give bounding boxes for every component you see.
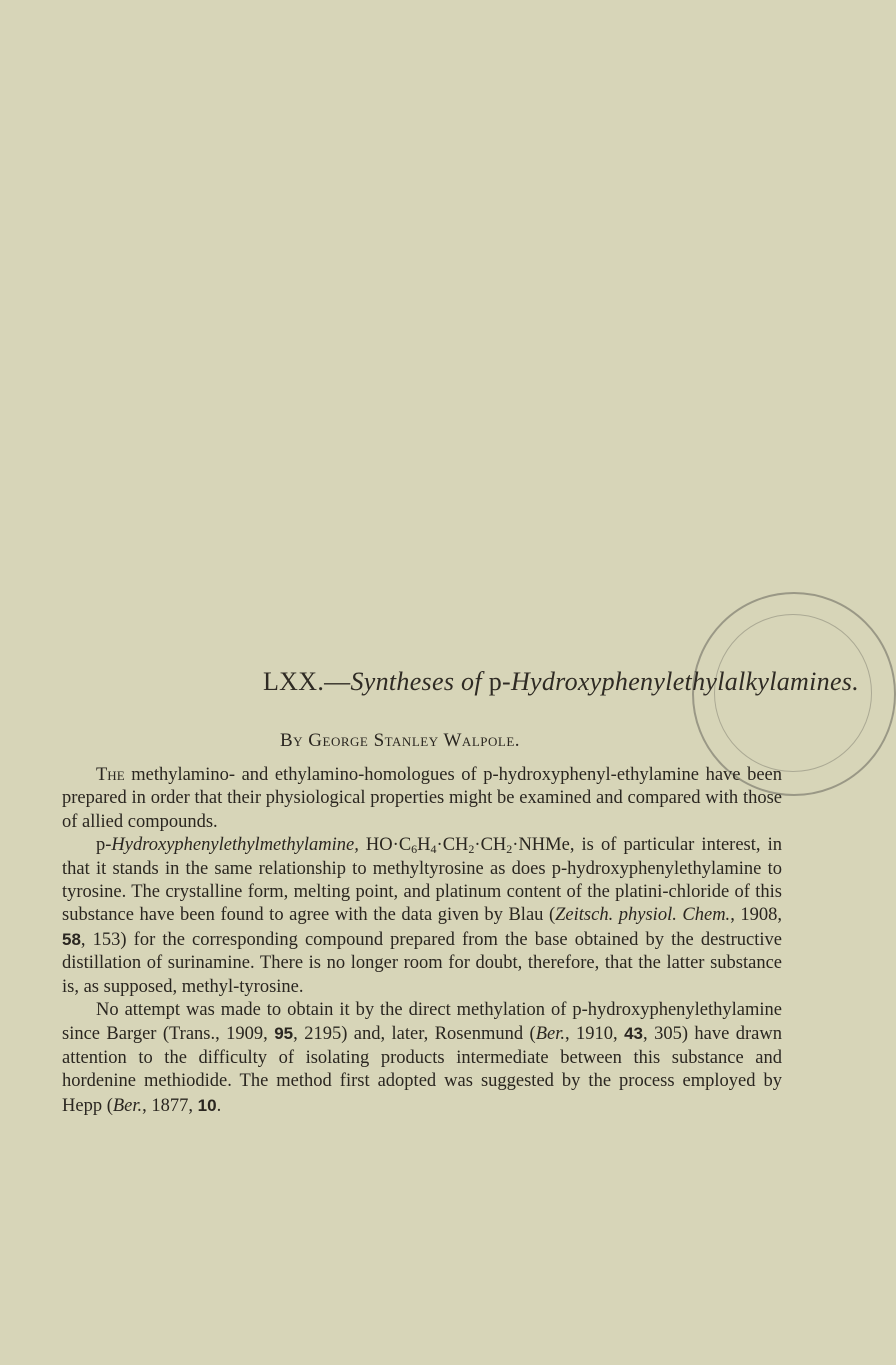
title-prefix: p-	[488, 667, 511, 696]
title-numeral: LXX.	[263, 667, 325, 696]
p3-vol-1: 95	[274, 1024, 294, 1044]
paragraph-3	[62, 999, 782, 1118]
paragraph-1-text: methylamino- and ethylamino-homologues of p-hydroxyphenyl-ethylamine have been prepared in order that their physiological properties might be examined and compared with those of allied compounds.	[62, 765, 782, 832]
p2-sub-6: 6	[411, 842, 418, 857]
author-byline: By George Stanley Walpole.	[279, 730, 521, 751]
p2-formula-d: ·CH	[474, 835, 507, 856]
p3-text-b: , 2195) and, later, Rosenmund (	[293, 1024, 536, 1045]
p2-text-main: ·NHMe, is of particular interest, in that it stands in the same relationship to methyltyrosine as does p-hydroxyphenylethylamine to tyrosine. The crystalline form, melting point, and platinum content of the platini-chloride of this substance have been found to agree with the data given by Blau (	[62, 835, 782, 926]
p2-sub-4: 4	[430, 842, 437, 857]
p2-sub-2a: 2	[468, 842, 475, 857]
p2-ref-volume: 58	[62, 929, 81, 949]
p2-prefix: p-	[96, 835, 112, 856]
p2-formula-b: H	[417, 835, 431, 856]
title-compound: Hydroxyphenylethylalkylamines.	[510, 667, 860, 696]
p2-ref-year: , 1908,	[730, 905, 783, 926]
paragraph-2	[62, 834, 782, 999]
article-title	[263, 667, 863, 697]
p2-sub-2b: 2	[506, 842, 513, 857]
p3-vol-2: 43	[624, 1024, 644, 1044]
p3-text-d: , 305) have drawn attention to the difficulty of isolating products intermediate between this substance and hordenine methiodide. The method first adopted was suggested by the process employed by Hepp (	[62, 1024, 782, 1116]
p2-compound-name: Hydroxyphenylethylmethylamine,	[111, 835, 359, 856]
p3-text-f: .	[216, 1095, 222, 1116]
p3-ref-ber-2: Ber.	[112, 1095, 143, 1116]
title-dash: —	[324, 667, 351, 696]
p3-ref-ber-1: Ber.	[535, 1024, 565, 1045]
p3-vol-3: 10	[197, 1095, 217, 1115]
title-word-of: of	[461, 667, 482, 696]
p3-text-c: , 1910,	[564, 1024, 625, 1045]
article-body	[62, 764, 782, 1118]
p2-formula-a: HO·C	[358, 835, 412, 856]
p2-text-end: , 153) for the corresponding compound prepared from the base obtained by the destructive distillation of surinamine. There is no longer room for doubt, therefore, that the latter substance is, as supposed, methyl-tyrosine.	[62, 929, 782, 997]
p2-ref-journal: Zeitsch. physiol. Chem.	[555, 905, 731, 926]
paragraph-1-lead: The	[96, 765, 125, 785]
p3-text-a: No attempt was made to obtain it by the direct methylation of p-hydroxyphenylethylamine since Barger (Trans., 1909,	[62, 1000, 782, 1045]
paragraph-1	[62, 764, 782, 834]
p3-text-e: , 1877,	[142, 1095, 198, 1116]
p2-formula-c: ·CH	[436, 835, 469, 856]
title-word-syntheses: Syntheses	[350, 667, 455, 696]
